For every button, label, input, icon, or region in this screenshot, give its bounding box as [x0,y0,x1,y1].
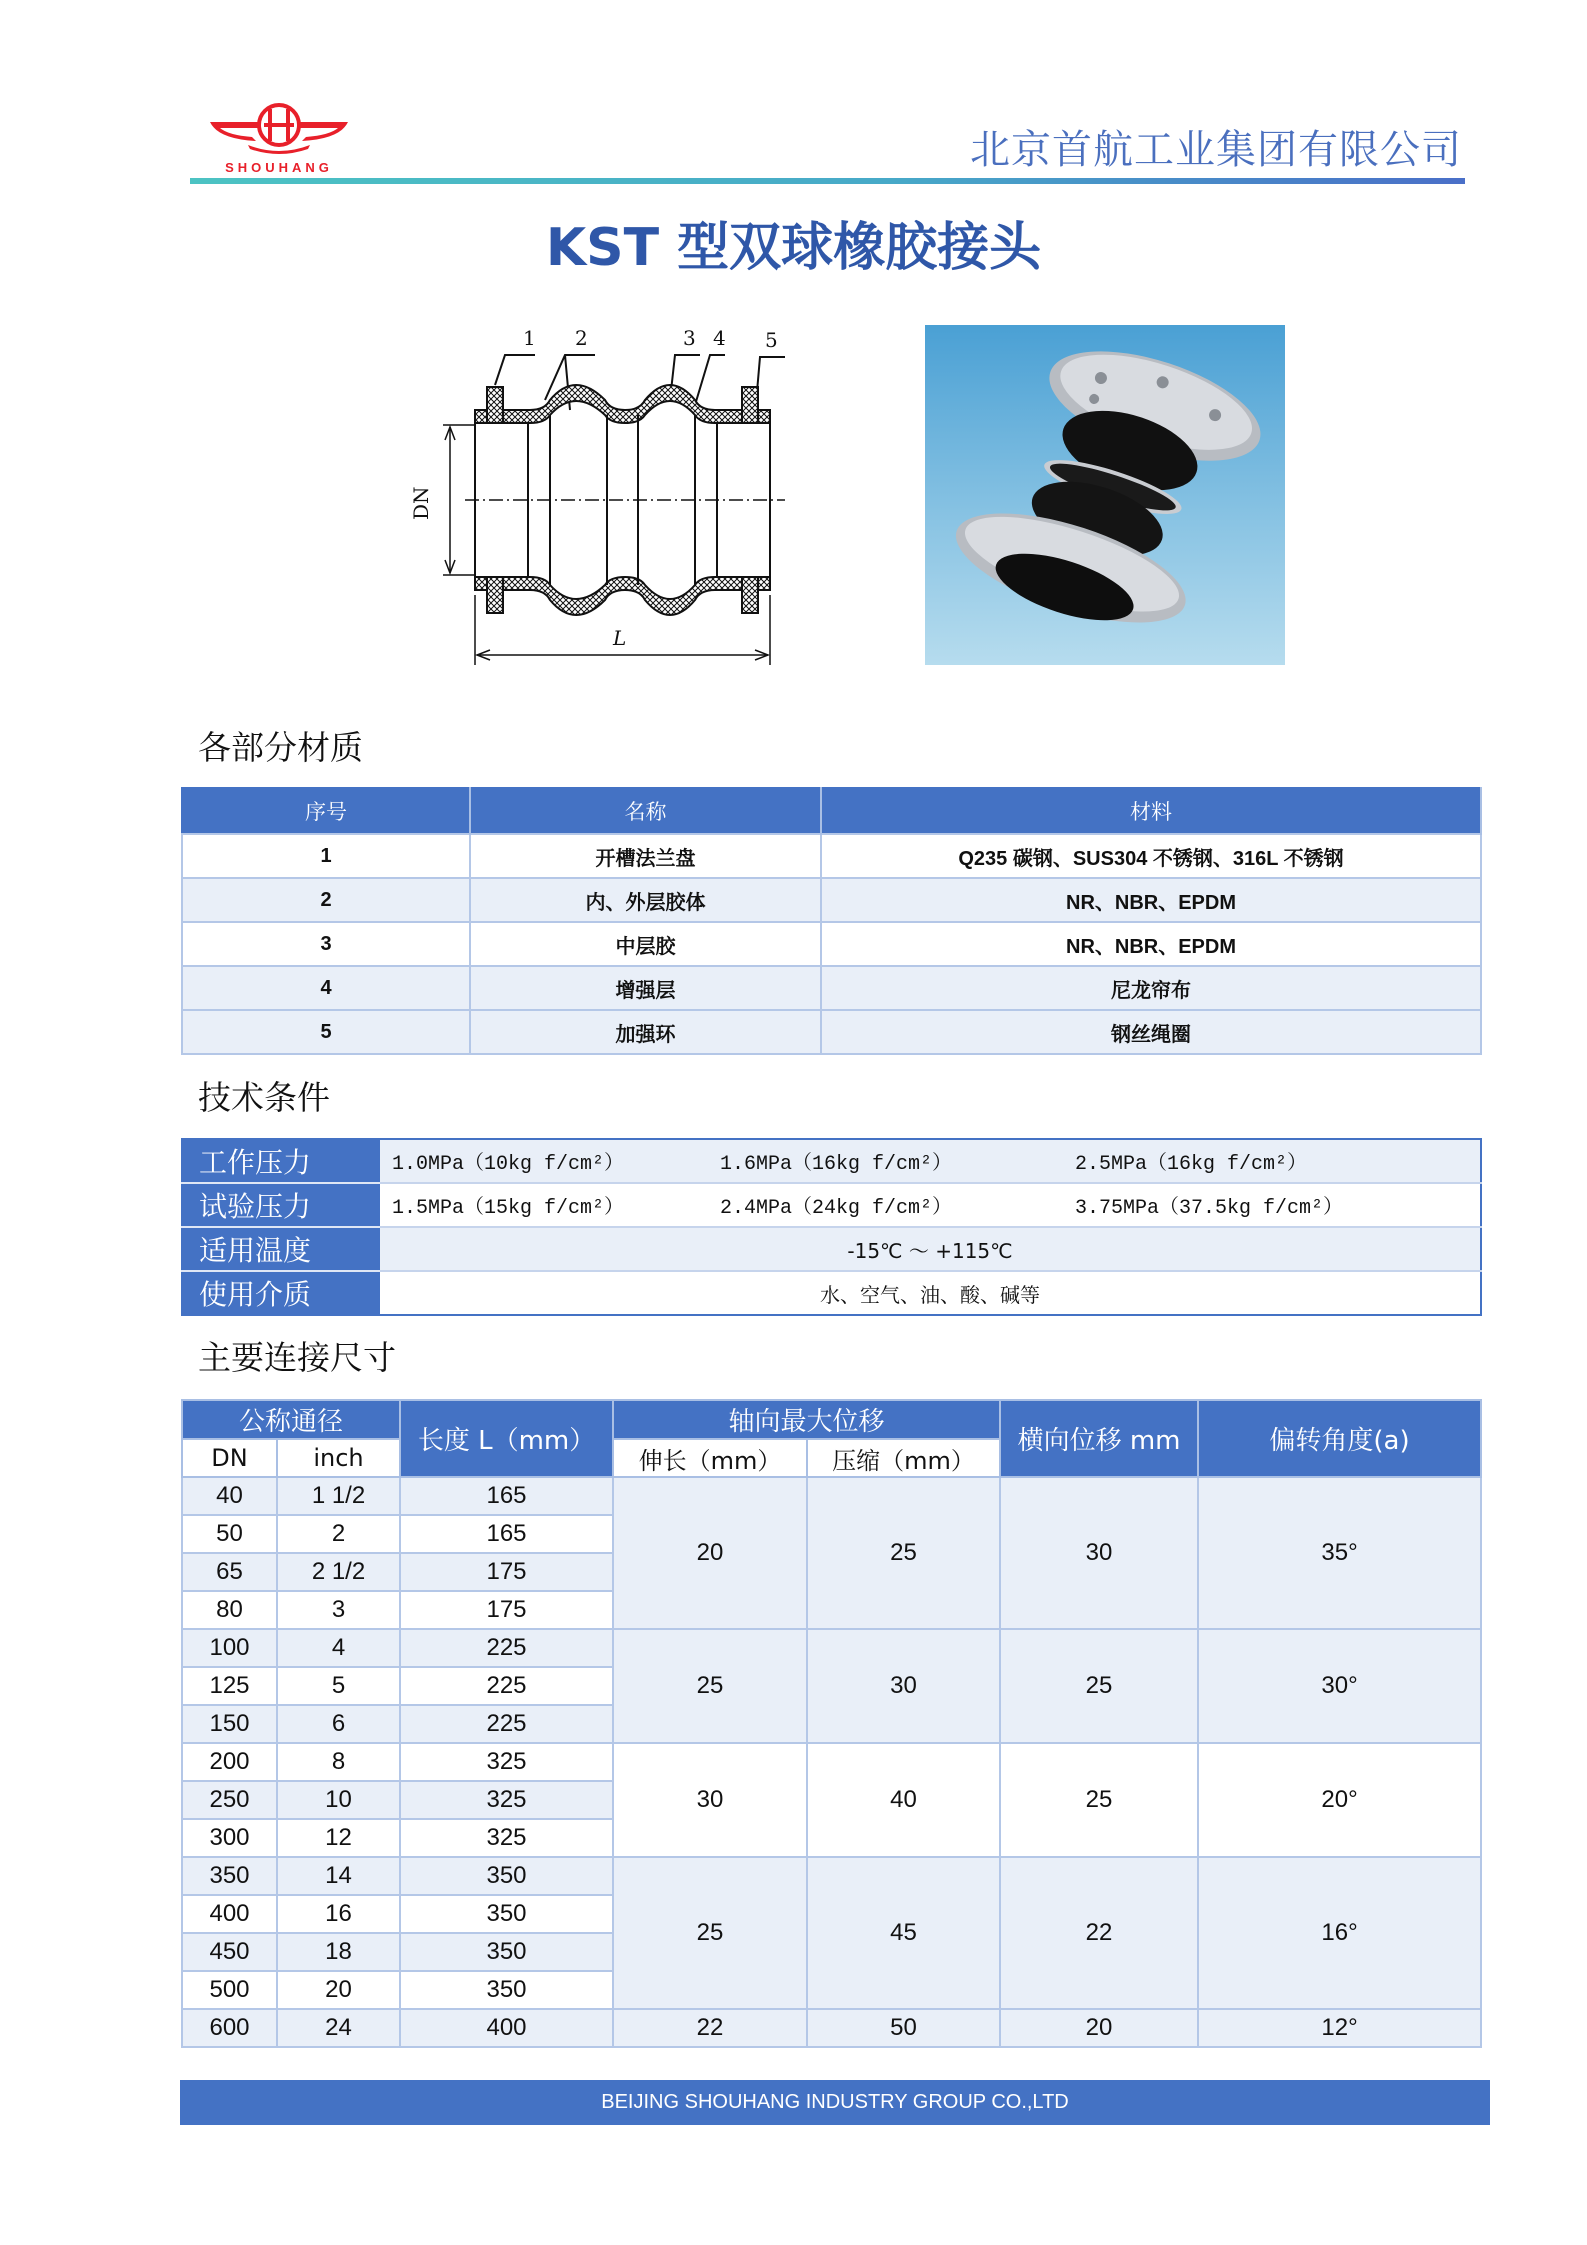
label-medium: 使用介质 [182,1271,380,1315]
svg-text:4: 4 [713,326,726,350]
cell-no: 1 [182,834,470,878]
cell-length: 350 [400,1895,613,1933]
cell-length: 350 [400,1933,613,1971]
svg-text:2: 2 [575,326,588,350]
cell-dn: 150 [182,1705,277,1743]
column-header-material: 材料 [821,788,1481,834]
svg-text:3: 3 [683,326,696,350]
cell-material: 尼龙帘布 [821,966,1481,1010]
table-row [182,834,1481,878]
cell-dn: 600 [182,2009,277,2047]
cell-material: NR、NBR、EPDM [821,922,1481,966]
section-title-dimensions: 主要连接尺寸 [198,1338,396,1377]
table-row [182,1139,1481,1183]
cell-length: 325 [400,1819,613,1857]
dn-label: DN [409,486,433,520]
cell-length: 175 [400,1553,613,1591]
table-row [182,1477,1481,1515]
table-row [182,878,1481,922]
logo-text: SHOUHANG [225,160,333,175]
cell-extension: 25 [613,1629,807,1743]
cell-inch: 12 [277,1819,400,1857]
header-nominal-diameter: 公称通径 [182,1400,400,1439]
header-lateral-displacement: 横向位移 mm [1000,1400,1198,1477]
header-length: 长度 L（mm） [400,1400,613,1477]
cell-dn: 200 [182,1743,277,1781]
cell-length: 350 [400,1971,613,2009]
cell-angle: 30° [1198,1629,1481,1743]
table-row [182,1010,1481,1054]
cell-inch: 10 [277,1781,400,1819]
header-divider [190,178,1465,184]
cell-length: 165 [400,1477,613,1515]
medium-value: 水、空气、油、酸、碱等 [820,1282,1040,1307]
cell-name: 加强环 [470,1010,821,1054]
cell-material: NR、NBR、EPDM [821,878,1481,922]
cell-inch: 6 [277,1705,400,1743]
table-row [182,966,1481,1010]
cell-inch: 8 [277,1743,400,1781]
cell-dn: 250 [182,1781,277,1819]
label-test-pressure: 试验压力 [182,1183,380,1227]
cell-dn: 100 [182,1629,277,1667]
header-axial-displacement: 轴向最大位移 [613,1400,1000,1439]
cell-lateral: 25 [1000,1743,1198,1857]
cell-inch: 1 1/2 [277,1477,400,1515]
table-row [182,1183,1481,1227]
cell-inch: 4 [277,1629,400,1667]
cross-section-diagram [395,315,835,685]
cell-inch: 2 [277,1515,400,1553]
working-pressure-2: 1.6MPa（16kg f/cm²） [720,1139,1075,1183]
materials-table [181,787,1482,1055]
cell-lateral: 22 [1000,1857,1198,2009]
table-row [182,1271,1481,1315]
cell-inch: 5 [277,1667,400,1705]
header-compression: 压缩（mm） [807,1439,1000,1477]
header-dn: DN [182,1439,277,1477]
column-header-no: 序号 [182,788,470,834]
cell-no: 4 [182,966,470,1010]
cell-compression: 30 [807,1629,1000,1743]
cell-inch: 24 [277,2009,400,2047]
callout-1: 1 [523,326,536,350]
cell-extension: 25 [613,1857,807,2009]
cell-angle: 35° [1198,1477,1481,1629]
length-label: L [613,626,627,650]
label-temperature: 适用温度 [182,1227,380,1271]
table-row [182,1629,1481,1667]
cell-compression: 50 [807,2009,1000,2047]
cell-name: 内、外层胶体 [470,878,821,922]
label-working-pressure: 工作压力 [182,1139,380,1183]
company-name: 北京首航工业集团有限公司 [970,127,1462,173]
cell-lateral: 20 [1000,2009,1198,2047]
tech-conditions-table [181,1138,1482,1316]
working-pressure-3: 2.5MPa（16kg f/cm²） [1075,1139,1481,1183]
cell-material: Q235 碳钢、SUS304 不锈钢、316L 不锈钢 [821,834,1481,878]
footer-banner: BEIJING SHOUHANG INDUSTRY GROUP CO.,LTD [180,2080,1490,2125]
cell-name: 增强层 [470,966,821,1010]
table-row [182,1743,1481,1781]
cell-inch: 2 1/2 [277,1553,400,1591]
cell-lateral: 30 [1000,1477,1198,1629]
cell-no: 3 [182,922,470,966]
cell-no: 2 [182,878,470,922]
test-pressure-2: 2.4MPa（24kg f/cm²） [720,1183,1075,1227]
cell-dn: 50 [182,1515,277,1553]
cell-length: 225 [400,1629,613,1667]
cell-compression: 45 [807,1857,1000,2009]
header-deflection-angle: 偏转角度(a) [1198,1400,1481,1477]
cell-inch: 14 [277,1857,400,1895]
cell-compression: 40 [807,1743,1000,1857]
svg-text:5: 5 [765,328,778,352]
cell-extension: 20 [613,1477,807,1629]
product-photo [925,325,1285,665]
cell-name: 开槽法兰盘 [470,834,821,878]
section-title-tech: 技术条件 [198,1078,330,1117]
cell-dn: 80 [182,1591,277,1629]
cell-length: 400 [400,2009,613,2047]
header-extension: 伸长（mm） [613,1439,807,1477]
cell-length: 350 [400,1857,613,1895]
cell-dn: 40 [182,1477,277,1515]
cell-angle: 20° [1198,1743,1481,1857]
shouhang-wings-icon [208,95,350,157]
cell-extension: 30 [613,1743,807,1857]
cell-dn: 300 [182,1819,277,1857]
cell-compression: 25 [807,1477,1000,1629]
working-pressure-1: 1.0MPa（10kg f/cm²） [380,1139,720,1183]
page-title: KST 型双球橡胶接头 [545,218,1042,278]
table-row [182,1857,1481,1895]
cell-inch: 16 [277,1895,400,1933]
cell-name: 中层胶 [470,922,821,966]
cell-length: 225 [400,1667,613,1705]
table-row [182,922,1481,966]
cell-inch: 18 [277,1933,400,1971]
cell-dn: 500 [182,1971,277,2009]
rubber-joint-photo-icon [925,325,1285,665]
column-header-name: 名称 [470,788,821,834]
dimensions-table [181,1399,1482,2048]
cell-material: 钢丝绳圈 [821,1010,1481,1054]
cell-inch: 3 [277,1591,400,1629]
cell-dn: 450 [182,1933,277,1971]
header-inch: inch [277,1439,400,1477]
cell-dn: 400 [182,1895,277,1933]
cell-length: 325 [400,1743,613,1781]
temperature-value: -15℃ ～ +115℃ [380,1227,1481,1271]
test-pressure-3: 3.75MPa（37.5kg f/cm²） [1075,1183,1481,1227]
cell-length: 165 [400,1515,613,1553]
cell-angle: 16° [1198,1857,1481,2009]
cell-dn: 125 [182,1667,277,1705]
company-logo [208,95,350,175]
section-title-materials: 各部分材质 [198,728,363,767]
cell-length: 225 [400,1705,613,1743]
cell-dn: 65 [182,1553,277,1591]
cell-extension: 22 [613,2009,807,2047]
cell-length: 175 [400,1591,613,1629]
cell-dn: 350 [182,1857,277,1895]
cell-no: 5 [182,1010,470,1054]
cell-angle: 12° [1198,2009,1481,2047]
table-row [182,1227,1481,1271]
test-pressure-1: 1.5MPa（15kg f/cm²） [380,1183,720,1227]
cell-length: 325 [400,1781,613,1819]
table-row [182,2009,1481,2047]
cell-lateral: 25 [1000,1629,1198,1743]
cell-inch: 20 [277,1971,400,2009]
